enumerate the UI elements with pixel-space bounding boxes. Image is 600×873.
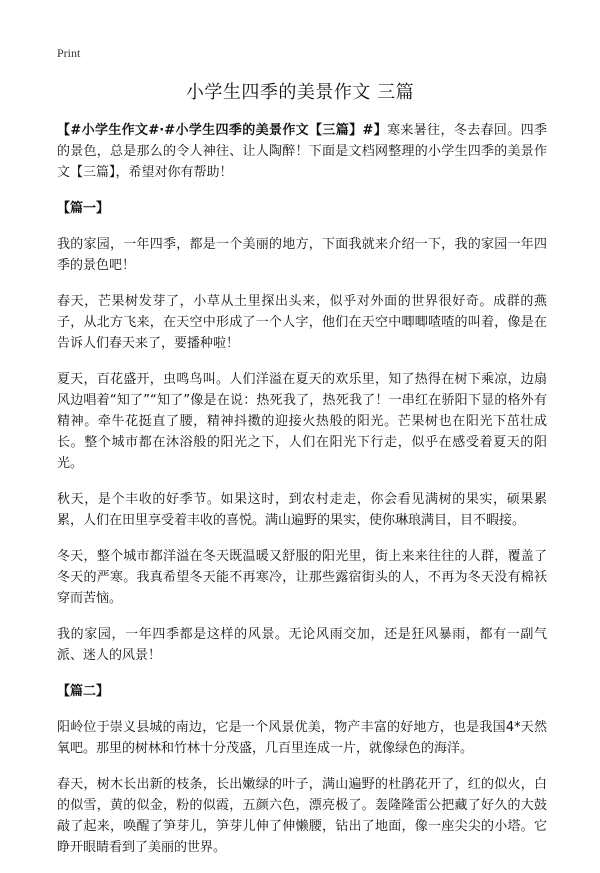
section-heading: 【篇一】 (57, 201, 110, 216)
body-paragraph: 春天，树木长出新的枝条，长出嫩绿的叶子，满山遍野的杜鹃花开了，红的似火，白的似雪，黄的似金，粉的似霞，五颜六色，漂亮极了。轰隆隆雷公把藏了好久的大鼓敲了起来，唤醒了笋芽儿，笋芽儿伸了伸懒腰，钻出了地面，像一座尖尖的小塔。它睁开眼睛看到了美丽的世界。 (57, 777, 547, 855)
body-paragraph: 阳岭位于崇义县城的南边，它是一个风景优美，物产丰富的好地方，也是我国4*天然氧吧。那里的树林和竹林十分茂盛，几百里连成一片，就像绿色的海洋。 (57, 720, 547, 756)
intro-lead: 【#小学生作文#·#小学生四季的美景作文【三篇】#】 (57, 123, 388, 138)
body-paragraph: 秋天，是个丰收的好季节。如果这时，到农村走走，你会看见满树的果实，硕果累累，人们在田里享受着丰收的喜悦。满山遍野的果实，使你琳琅满目，目不暇接。 (57, 492, 547, 528)
page-title: 小学生四季的美景作文 三篇 (185, 82, 415, 103)
body-paragraph: 春天，芒果树发芽了，小草从土里探出头来，似乎对外面的世界很好奇。成群的燕子，从北方飞来，在天空中形成了一个人字，他们在天空中唧唧喳喳的叫着，像是在告诉人们春天来了，要播种啦！ (57, 294, 547, 351)
body-paragraph: 冬天，整个城市都洋溢在冬天既温暖又舒服的阳光里，街上来来往往的人群，覆盖了冬天的严寒。我真希望冬天能不再寒冷，让那些露宿街头的人，不再为冬天没有棉袄穿而苦恼。 (57, 549, 547, 606)
body-paragraph: 我的家园，一年四季都是这样的风景。无论风雨交加，还是狂风暴雨，都有一副气派、迷人的风景！ (57, 627, 547, 663)
article-body (57, 120, 547, 873)
intro-paragraph (57, 120, 547, 183)
print-label: Print (57, 46, 81, 60)
body-paragraph: 我的家园，一年四季，都是一个美丽的地方，下面我就来介绍一下，我的家园一年四季的景色吧！ (57, 237, 547, 273)
section-heading: 【篇二】 (57, 684, 110, 699)
intro-text: 寒来暑往，冬去春回。四季的景色，总是那么的令人神往、让人陶醉！下面是文档网整理的小学生四季的美景作文【三篇】，希望对你有帮助！ (57, 123, 547, 180)
body-paragraph: 夏天，百花盛开，虫鸣鸟叫。人们洋溢在夏天的欢乐里，知了热得在树下乘凉，边扇风边唱着“知了”“知了”像是在说：热死我了，热死我了！一串红在骄阳下显的格外有精神。牵牛花挺直了腰，精神抖擞的迎接火热般的阳光。芒果树也在阳光下茁壮成长。整个城市都在沐浴般的阳光之下，人们在阳光下行走，似乎在感受着夏天的阳光。 (57, 372, 547, 471)
